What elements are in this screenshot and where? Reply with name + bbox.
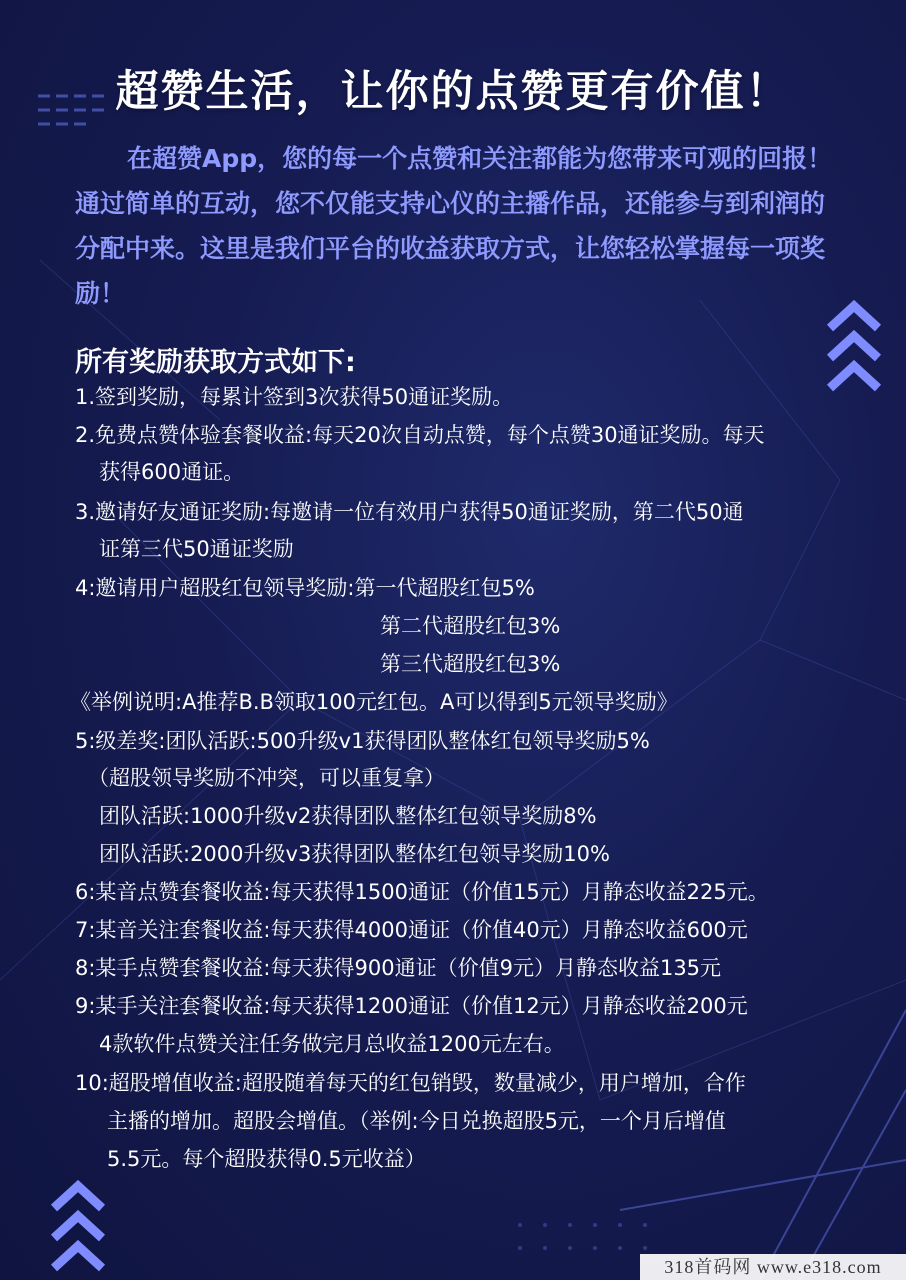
page-title: 超赞生活，让你的点赞更有价值！ bbox=[115, 67, 791, 117]
reward-line: 第三代超股红包3% bbox=[380, 652, 561, 676]
reward-line: 第二代超股红包3% bbox=[380, 614, 561, 638]
reward-line: 证第三代50通证奖励 bbox=[99, 537, 294, 561]
reward-line: 主播的增加。超股会增值。（举例:今日兑换超股5元，一个月后增值 bbox=[107, 1109, 726, 1133]
reward-line: 《举例说明:A推荐B.B领取100元红包。A可以得到5元领导奖励》 bbox=[70, 690, 678, 714]
reward-line: 获得600通证。 bbox=[99, 460, 245, 484]
reward-line: （超股领导奖励不冲突，可以重复拿） bbox=[88, 766, 445, 790]
reward-line: 6:某音点赞套餐收益:每天获得1500通证（价值15元）月静态收益225元。 bbox=[75, 880, 769, 904]
intro-paragraph: 在超赞App，您的每一个点赞和关注都能为您带来可观的回报！通过简单的互动，您不仅能支持心仪的主播作品，还能参与到利润的分配中来。这里是我们平台的收益获取方式，让您轻松掌握每一项奖励！ bbox=[75, 144, 833, 308]
watermark-banner: 318首码网 www.e318.com bbox=[640, 1254, 906, 1280]
reward-line: 5.5元。每个超股获得0.5元收益） bbox=[107, 1147, 426, 1171]
reward-line: 2.免费点赞体验套餐收益:每天20次自动点赞，每个点赞30通证奖励。每天 bbox=[75, 423, 765, 447]
chevron-up-icon bbox=[50, 1178, 106, 1278]
reward-line: 4款软件点赞关注任务做完月总收益1200元左右。 bbox=[99, 1032, 565, 1056]
reward-line: 3.邀请好友通证奖励:每邀请一位有效用户获得50通证奖励，第二代50通 bbox=[75, 500, 744, 524]
reward-line: 5:级差奖:团队活跃:500升级v1获得团队整体红包领导奖励5% bbox=[75, 729, 650, 753]
reward-line: 4:邀请用户超股红包领导奖励:第一代超股红包5% bbox=[75, 576, 535, 600]
reward-line: 8:某手点赞套餐收益:每天获得900通证（价值9元）月静态收益135元 bbox=[75, 956, 722, 980]
reward-line: 团队活跃:1000升级v2获得团队整体红包领导奖励8% bbox=[99, 804, 597, 828]
chevron-up-icon bbox=[826, 296, 882, 400]
reward-line: 10:超股增值收益:超股随着每天的红包销毁，数量减少，用户增加，合作 bbox=[75, 1071, 746, 1095]
reward-line: 1.签到奖励，每累计签到3次获得50通证奖励。 bbox=[75, 385, 514, 409]
reward-line: 7:某音关注套餐收益:每天获得4000通证（价值40元）月静态收益600元 bbox=[75, 918, 748, 942]
reward-line: 团队活跃:2000升级v3获得团队整体红包领导奖励10% bbox=[99, 842, 610, 866]
reward-line: 9:某手关注套餐收益:每天获得1200通证（价值12元）月静态收益200元 bbox=[75, 994, 748, 1018]
rewards-heading: 所有奖励获取方式如下: bbox=[75, 347, 356, 378]
